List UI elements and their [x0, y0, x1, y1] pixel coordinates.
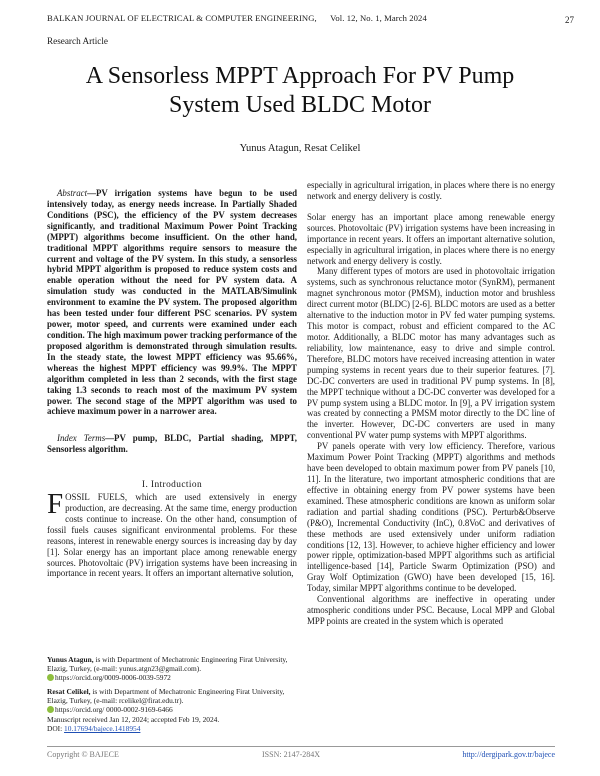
- doi-label: DOI:: [47, 724, 65, 734]
- author1-name: Yunus Atagun,: [47, 655, 94, 664]
- author2-name: Resat Celikel,: [47, 686, 91, 696]
- intro-text: OSSIL FUELS, which are used extensively in energy production, are decreasing. At the same time, energy production costs continue to increase. On the other hand, consumption of fossil fuels causes significant environmental problems. For these reasons, interest in renewable energy sources is increasing day by day [1]. Solar energy has an important place among renewable energy sources. Photovoltaic (PV) irrigation systems have been increasing in importance in recent years. It offers an important alternative solution,: [47, 492, 297, 579]
- journal-volume: Vol. 12, No. 1, March 2024: [330, 13, 427, 23]
- footer-copyright: Copyright © BAJECE: [47, 750, 119, 759]
- doi-line: [47, 724, 219, 733]
- author1-orcid[interactable]: https://orcid.org/0009-0006-0039-5972: [55, 673, 171, 683]
- affiliations: [47, 655, 297, 714]
- orcid-icon: [47, 706, 54, 713]
- section-heading-introduction: I. Introduction: [141, 480, 203, 490]
- page-number: 27: [565, 15, 574, 25]
- index-terms: [47, 433, 297, 455]
- paragraph: Conventional algorithms are ineffective in operating under atmospheric conditions under PSC. Because, Local MPP and Global MPP points are created in the system which is operated: [307, 594, 555, 626]
- article-type: Research Article: [47, 36, 108, 46]
- title-line-2: System Used BLDC Motor: [168, 92, 431, 118]
- abstract: [47, 188, 297, 417]
- journal-name: BALKAN JOURNAL OF ELECTRICAL & COMPUTER ENGINEERING,: [47, 13, 317, 23]
- introduction-left: [47, 488, 297, 579]
- author2-affiliation: is with Department of Mechatronic Engineering Firat University, Elazig, Turkey, (e-mail: rcelikel@firat.edu.tr).: [47, 686, 285, 705]
- footer-issn: ISSN: 2147-284X: [262, 750, 321, 759]
- title-line-1: A Sensorless MPPT Approach For PV Pump: [85, 63, 515, 89]
- paper-title: [40, 62, 560, 120]
- footer-divider: [47, 746, 555, 747]
- abstract-label: Abstract: [57, 188, 88, 198]
- paragraph: especially in agricultural irrigation, in places where there is no energy network and energy delivery is costly.: [307, 180, 555, 201]
- drop-cap: F: [47, 488, 64, 520]
- authors: Yunus Atagun, Resat Celikel: [239, 143, 361, 154]
- paragraph: Solar energy has an important place among renewable energy sources. Photovoltaic (PV) irrigation systems have been increasing in importance in recent years. It offers an important alternative solution, especially in agricultural irrigation, in places where there is no energy network and energy delivery is costly.: [307, 211, 555, 266]
- paragraph: PV panels operate with very low efficiency. Therefore, various Maximum Power Point Tracking (MPPT) algorithms and methods have been developed to obtain maximum power from PV panels [10, 11]. In the literature, two important atmospheric conditions that are effective in obtaining energy from PV power systems have been examined. These atmospheric conditions are known as uniform solar radiation and partial shading conditions (PSC). Perturb&Observe (P&O), Incremental Conductivity (InC), 0.8VoC and derivatives of these methods are used extensively under uniform radiation conditions [12, 13]. However, to achieve higher efficiency and lower power ripple, optimization-based MPPT algorithms such as artificial intelligence-based [14], Particle Swarm Optimization (PSO) and Gray Wolf Optimization (GWO) have been developed [15, 16]. Today, similar MPPT algorithms continue to be developed.: [307, 441, 555, 594]
- author2-orcid[interactable]: https://orcid.org/ 0000-0002-9169-6466: [55, 705, 173, 715]
- manuscript-info: [47, 715, 219, 733]
- manuscript-dates: Manuscript received Jan 12, 2024; accepted Feb 19, 2024.: [47, 715, 220, 724]
- index-terms-text: —PV pump, BLDC, Partial shading, MPPT, Sensorless algorithm.: [47, 433, 297, 454]
- author1-affiliation: is with Department of Mechatronic Engineering Firat University, Elazig, Turkey, (e-mail: yunus.atgn23@gmail.com).: [47, 655, 288, 674]
- paragraph: Many different types of motors are used in photovoltaic irrigation systems, such as synchronous reluctance motor (SynRM), permanent magnet synchronous motor (PMSM), induction motor and brushless direct current motor (BLDC) [2-6]. BLDC motors are used as a better alternative to the induction motor in PV fed water pumping systems. This motor is compact, robust and efficient compared to the AC motor. Additionally, a BLDC motor has many advantages such as reliability, low maintenance, easy to drive and simple control. Therefore, BLDC motors have received increasing attention in water pumping systems in recent years due to their superior features. [7]. DC-DC converters are used in traditional PV pump systems. In [8], the MPPT technique without a DC-DC converter was developed for a PV pump system using a BLDC motor. In [9], a PV irrigation system was created by connecting a PMSM motor directly to the DC line of the inverter. However, DC-DC converters are used in many conventional PV water pump systems with MPPT algorithms.: [307, 266, 555, 441]
- right-column: [307, 180, 555, 627]
- footer-url[interactable]: http://dergipark.gov.tr/bajece: [462, 750, 555, 759]
- doi-link[interactable]: 10.17694/bajece.1418954: [64, 724, 141, 734]
- journal-header: [47, 13, 427, 23]
- abstract-text: —PV irrigation systems have begun to be used intensively today, as energy needs increase. In Partially Shaded Conditions (PSC), the efficiency of the PV system decreases significantly, and traditional Maximum Power Point Tracking (MPPT) algorithms become insufficient. On the other hand, traditional MPPT algorithms require sensors to measure the current and voltage of the PV system. In this study, a sensorless hybrid MPPT algorithm is proposed to reduce system costs and enable operation without the need for PV system data. A simulation study was conducted in the MATLAB/Simulink environment to examine the PV system. The proposed algorithm has been tested under four different PSC scenarios. PV system power, motor speed, and currents were examined under each condition. The high maximum power tracking performance of the proposed algorithm is demonstrated through simulation results. In the steady state, the lowest MPPT efficiency was 95.66%, whereas the highest MPPT efficiency was 99.9%. The MPPT algorithm completed in less than 2 seconds, with the first stage taking 1.3 seconds to reach most of the maximum PV system power. The second stage of the MPPT algorithm was used to achieve maximum power in a narrower area.: [47, 188, 297, 417]
- orcid-icon: [47, 674, 54, 681]
- index-terms-label: Index Terms: [57, 433, 106, 443]
